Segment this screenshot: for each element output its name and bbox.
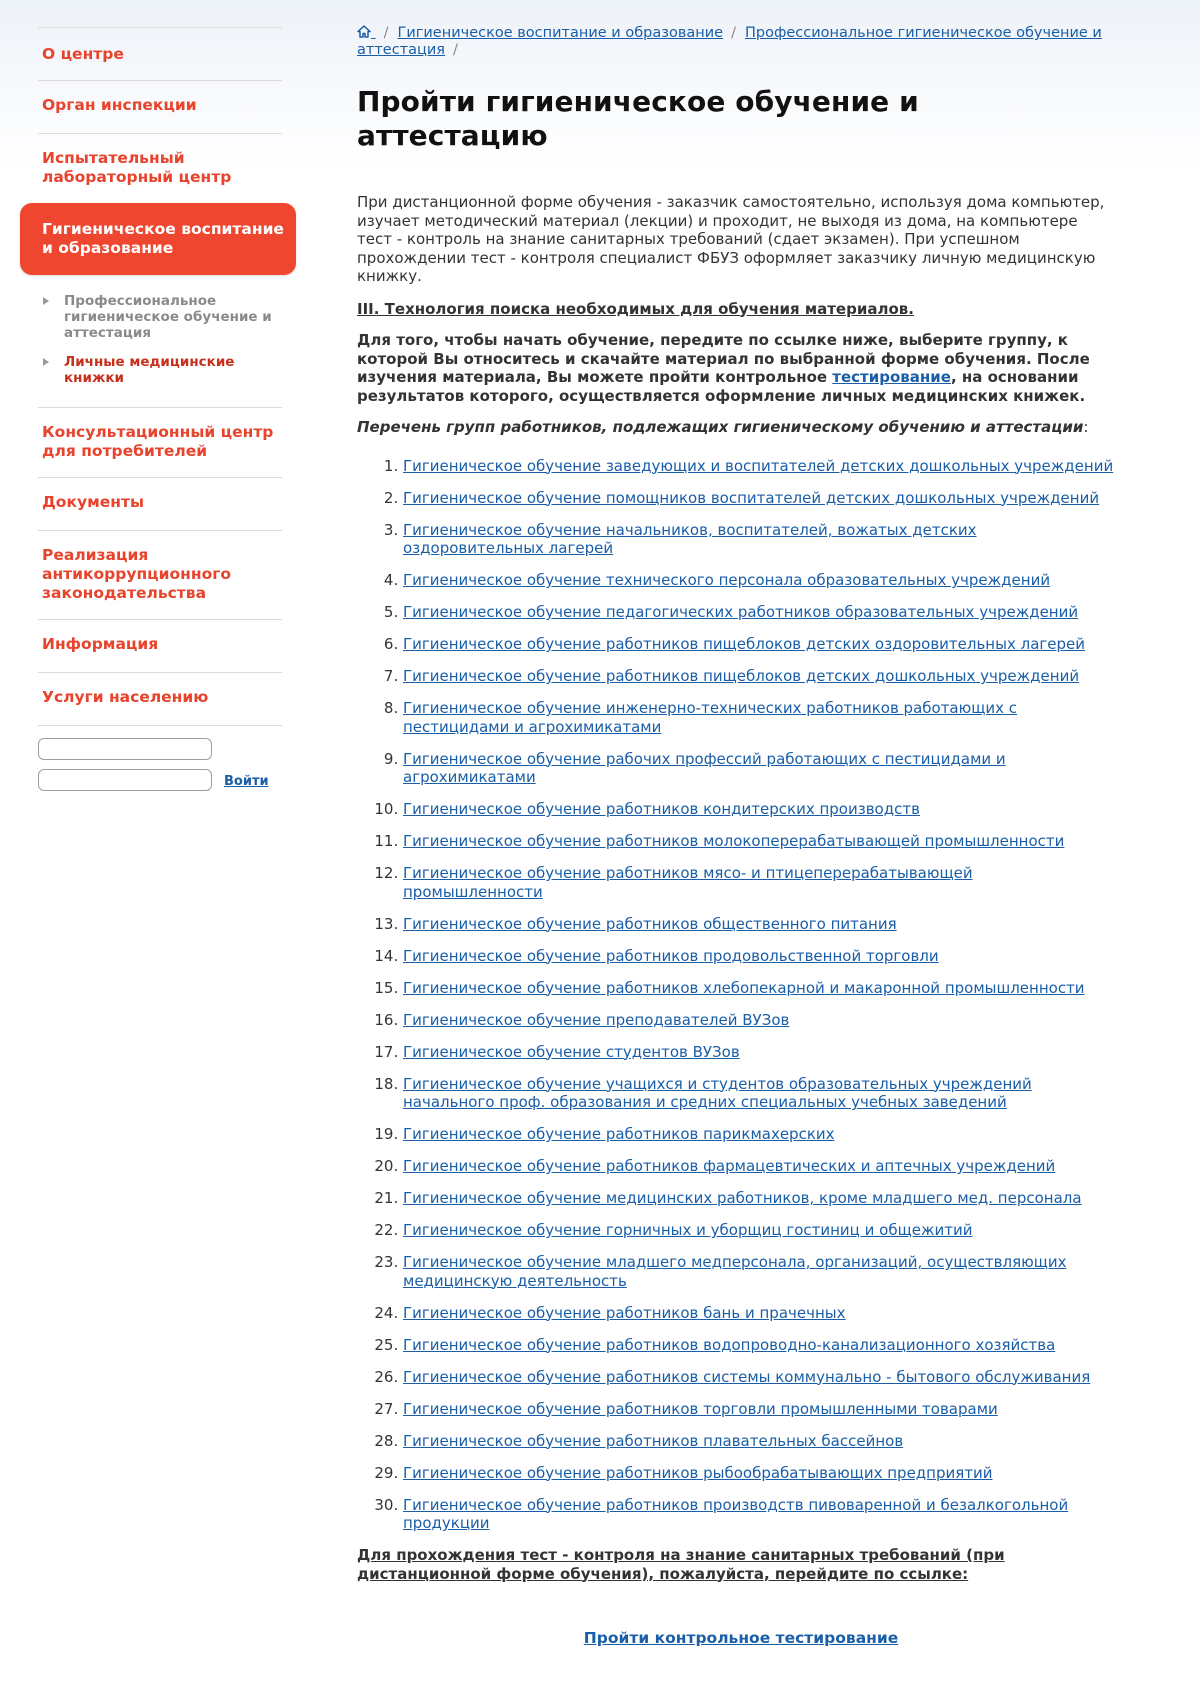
bullet-arrow-icon: [43, 358, 49, 366]
breadcrumb: [357, 25, 1115, 59]
group-link[interactable]: Гигиеническое обучение инженерно-технических работников работающих с пестицидами и агрохимикатами: [403, 699, 1018, 736]
sidebar-item-services[interactable]: Услуги населению: [38, 672, 282, 725]
group-link[interactable]: Гигиеническое обучение рабочих профессий работающих с пестицидами и агрохимикатами: [403, 749, 1006, 786]
group-link[interactable]: Гигиеническое обучение работников общественного питания: [403, 914, 897, 933]
lead-paragraph: [357, 331, 1115, 405]
group-link[interactable]: Гигиеническое обучение младшего медперсонала, организаций, осуществляющих медицинскую деятельность: [403, 1253, 1067, 1290]
intro-paragraph: При дистанционной форме обучения - заказчик самостоятельно, используя дома компьютер, изучает методический материал (лекции) и проходит, не выходя из дома, на компьютере тест - контроль на знание санитарных требований (сдает экзамен). При успешном прохождении тест - контроля специалист ФБУЗ оформляет заказчику личную медицинскую книжку.: [357, 193, 1105, 285]
group-link[interactable]: Гигиеническое обучение работников хлебопекарной и макаронной промышленности: [403, 978, 1085, 997]
list-item: [403, 1157, 1115, 1176]
sidebar-subnav: [38, 275, 282, 407]
group-link[interactable]: Гигиеническое обучение педагогических работников образовательных учреждений: [403, 603, 1079, 621]
list-item: [403, 1221, 1115, 1240]
group-link[interactable]: Гигиеническое обучение работников рыбообрабатывающих предприятий: [403, 1463, 993, 1482]
group-link[interactable]: Гигиеническое обучение преподавателей ВУЗов: [403, 1010, 790, 1029]
group-link[interactable]: Гигиеническое обучение горничных и уборщиц гостиниц и общежитий: [403, 1221, 973, 1239]
breadcrumb-separator: /: [383, 25, 389, 41]
group-link[interactable]: Гигиеническое обучение начальников, воспитателей, вожатых детских оздоровительных лагерей: [403, 520, 977, 557]
lead-text: , на основании результатов которого, осуществляется оформление личных медицинских книжек.: [357, 368, 1086, 405]
list-item: [403, 635, 1115, 654]
password-field[interactable]: [38, 769, 212, 791]
home-icon: [357, 25, 371, 38]
group-link[interactable]: Гигиеническое обучение работников пищеблоков детских дошкольных учреждений: [403, 667, 1080, 685]
sidebar-item-consult-center[interactable]: Консультационный центр для потребителей: [38, 407, 282, 477]
list-item: [403, 1368, 1115, 1387]
group-link[interactable]: Гигиеническое обучение работников производств пивоваренной и безалкогольной продукции: [403, 1495, 1069, 1532]
group-link[interactable]: Гигиеническое обучение учащихся и студентов образовательных учреждений начального проф. образования и средних специальных учебных заведений: [403, 1074, 1032, 1111]
list-item: [403, 603, 1115, 622]
group-link[interactable]: Гигиеническое обучение работников парикмахерских: [403, 1125, 835, 1143]
list-item: [403, 1400, 1115, 1419]
sidebar-subitem-professional-training[interactable]: [38, 293, 282, 341]
breadcrumb-home-link[interactable]: [357, 25, 376, 41]
group-link[interactable]: Гигиеническое обучение технического персонала образовательных учреждений: [403, 571, 1051, 589]
breadcrumb-separator: /: [731, 25, 736, 41]
list-item: [403, 699, 1115, 736]
sidebar-divider: [38, 725, 282, 726]
list-item: [403, 1464, 1115, 1483]
sidebar-nav: [20, 27, 282, 726]
list-item: [403, 750, 1115, 787]
breadcrumb-separator: /: [453, 42, 458, 58]
list-item: [403, 1043, 1115, 1062]
login-button[interactable]: Войти: [224, 774, 269, 789]
sidebar-subitem-label: Личные медицинские книжки: [64, 354, 235, 386]
main-content: [357, 25, 1115, 1647]
bullet-arrow-icon: [43, 297, 49, 305]
sidebar-subitem-medical-books[interactable]: [38, 354, 282, 386]
list-item: [403, 1011, 1115, 1030]
section-heading: III. Технология поиска необходимых для обучения материалов.: [357, 299, 914, 318]
list-item: [403, 1125, 1115, 1144]
list-item: [403, 947, 1115, 966]
lead-text: Для того, чтобы начать обучение, передите по ссылке ниже, выберите группу, к которой Вы относитесь и скачайте материал по выбранной форме обучения. После изучения материала, Вы можете пройти контрольное: [357, 331, 1090, 386]
sidebar-item-information[interactable]: Информация: [38, 619, 282, 672]
sidebar-item-inspection[interactable]: Орган инспекции: [38, 80, 282, 133]
groups-heading-text: Перечень групп работников, подлежащих гигиеническому обучению и аттестации: [357, 418, 1084, 436]
group-link[interactable]: Гигиеническое обучение работников торговли промышленными товарами: [403, 1399, 998, 1418]
list-item: [403, 915, 1115, 934]
group-link[interactable]: Гигиеническое обучение работников продовольственной торговли: [403, 946, 939, 965]
list-item: [403, 979, 1115, 998]
sidebar-item-hygiene-education[interactable]: Гигиеническое воспитание и образование: [20, 203, 296, 275]
list-item: [403, 1304, 1115, 1323]
list-item: [403, 864, 1115, 901]
list-item: [403, 667, 1115, 686]
login-row: [38, 769, 288, 791]
list-item: [403, 521, 1115, 558]
group-link[interactable]: Гигиеническое обучение работников водопроводно-канализационного хозяйства: [403, 1335, 1056, 1354]
list-item: [403, 489, 1115, 508]
groups-heading-colon: :: [1083, 418, 1089, 436]
group-link[interactable]: Гигиеническое обучение работников кондитерских производств: [403, 800, 920, 818]
list-item: [403, 1253, 1115, 1290]
group-link[interactable]: Гигиеническое обучение помощников воспитателей детских дошкольных учреждений: [403, 488, 1100, 507]
group-link[interactable]: Гигиеническое обучение работников фармацевтических и аптечных учреждений: [403, 1157, 1056, 1175]
list-item: [403, 1496, 1115, 1533]
list-item: [403, 800, 1115, 819]
sidebar-item-anticorruption[interactable]: Реализация антикоррупционного законодательства: [38, 530, 282, 619]
login-field[interactable]: [38, 738, 212, 760]
take-test-link[interactable]: Пройти контрольное тестирование: [583, 1629, 899, 1647]
testing-link[interactable]: тестирование: [832, 368, 951, 386]
test-link-container: [357, 1628, 1115, 1647]
login-form: [38, 738, 288, 800]
group-link[interactable]: Гигиеническое обучение заведующих и воспитателей детских дошкольных учреждений: [403, 456, 1114, 475]
list-item: [403, 571, 1115, 590]
breadcrumb-hygiene-education[interactable]: Гигиеническое воспитание и образование: [397, 25, 724, 41]
sidebar-item-about[interactable]: О центре: [38, 27, 282, 80]
sidebar-item-lab-center[interactable]: Испытательный лабораторный центр: [38, 133, 282, 203]
list-item: [403, 1075, 1115, 1112]
group-link[interactable]: Гигиеническое обучение работников системы коммунально - бытового обслуживания: [403, 1367, 1091, 1386]
group-link[interactable]: Гигиеническое обучение студентов ВУЗов: [403, 1042, 740, 1061]
list-item: [403, 457, 1115, 476]
group-link[interactable]: Гигиеническое обучение работников молокоперерабатывающей промышленности: [403, 832, 1065, 850]
group-link[interactable]: Гигиеническое обучение работников пищеблоков детских оздоровительных лагерей: [403, 635, 1085, 653]
breadcrumb-professional-training[interactable]: Профессиональное гигиеническое обучение и аттестация: [357, 25, 1102, 58]
final-note: Для прохождения тест - контроля на знание санитарных требований (при дистанционной форме обучения), пожалуйста, перейдите по ссылке:: [357, 1546, 1005, 1583]
group-link[interactable]: Гигиеническое обучение работников мясо- и птицеперерабатывающей промышленности: [403, 864, 973, 901]
group-link[interactable]: Гигиеническое обучение работников бань и прачечных: [403, 1303, 846, 1322]
group-link[interactable]: Гигиеническое обучение медицинских работников, кроме младшего мед. персонала: [403, 1189, 1082, 1207]
groups-list: [357, 457, 1115, 1533]
sidebar-subitem-label: Профессиональное гигиеническое обучение и аттестация: [64, 293, 272, 341]
list-item: [403, 832, 1115, 851]
page-title: Пройти гигиеническое обучение и аттестацию: [357, 85, 919, 152]
sidebar-item-documents[interactable]: Документы: [38, 477, 282, 530]
groups-heading: [357, 418, 1115, 437]
list-item: [403, 1336, 1115, 1355]
list-item: [403, 1189, 1115, 1208]
group-link[interactable]: Гигиеническое обучение работников плавательных бассейнов: [403, 1431, 904, 1450]
list-item: [403, 1432, 1115, 1451]
